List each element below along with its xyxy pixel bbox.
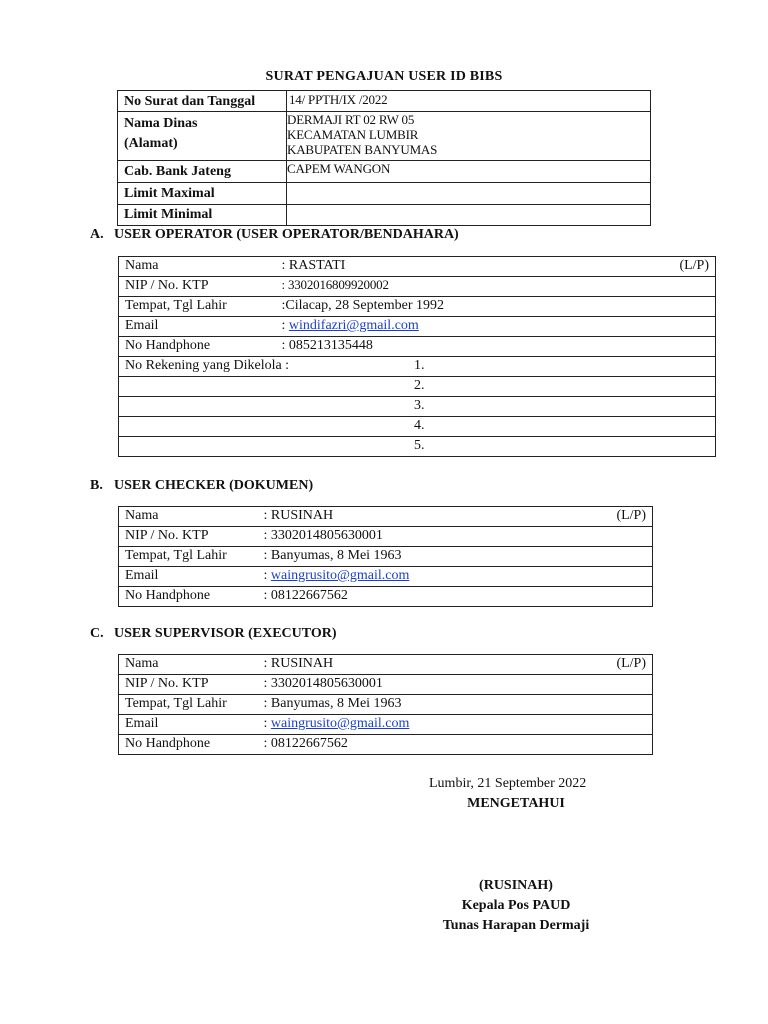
operator-nip-value: : 3302016809920002 xyxy=(282,277,716,297)
section-a-letter: A. xyxy=(90,227,104,242)
rekening-number-4: 4. xyxy=(414,418,425,433)
operator-hp-label: No Handphone xyxy=(119,337,282,357)
alamat-value xyxy=(287,112,651,161)
operator-rekening-row-5 xyxy=(119,437,716,457)
supervisor-email-colon: : xyxy=(263,716,271,731)
operator-hp-value: : 085213135448 xyxy=(282,337,716,357)
operator-email-colon: : xyxy=(281,318,289,333)
signatory-institution: Tunas Harapan Dermaji xyxy=(442,918,590,933)
place-date: Lumbir, 21 September 2022 xyxy=(429,776,587,791)
document-title: SURAT PENGAJUAN USER ID BIBS xyxy=(265,69,503,84)
checker-email-colon: : xyxy=(263,568,271,583)
operator-rekening-row-3 xyxy=(119,397,716,417)
rekening-number-2: 2. xyxy=(414,378,425,393)
rekening-number-3: 3. xyxy=(414,398,425,413)
checker-nip-value: : 3302014805630001 xyxy=(264,527,653,547)
alamat-line-3: KABUPATEN BANYUMAS xyxy=(287,142,438,157)
section-b-heading xyxy=(90,478,313,494)
supervisor-email-link[interactable]: waingrusito@gmail.com xyxy=(270,716,410,731)
supervisor-ttl-value: : Banyumas, 8 Mei 1963 xyxy=(264,695,653,715)
operator-gender: (L/P) xyxy=(679,258,709,273)
rekening-number-1: 1. xyxy=(414,358,425,373)
operator-table xyxy=(118,256,716,457)
alamat-line-1: DERMAJI RT 02 RW 05 xyxy=(287,112,415,127)
mengetahui-label: MENGETAHUI xyxy=(467,796,565,811)
supervisor-email-label: Email xyxy=(119,715,264,735)
rekening-number-5: 5. xyxy=(414,438,425,453)
supervisor-nama-label: Nama xyxy=(119,655,264,675)
operator-ttl-value: :Cilacap, 28 September 1992 xyxy=(282,297,716,317)
limit-max-label: Limit Maximal xyxy=(118,183,287,205)
section-c-letter: C. xyxy=(90,626,104,641)
operator-nip-label: NIP / No. KTP xyxy=(119,277,282,297)
operator-rekening-row-2 xyxy=(119,377,716,397)
checker-nama-value: : RUSINAH xyxy=(263,508,334,523)
no-surat-value: 14/ PPTH/IX /2022 xyxy=(287,91,651,112)
checker-table xyxy=(118,506,653,607)
section-a-title: USER OPERATOR (USER OPERATOR/BENDAHARA) xyxy=(114,227,459,242)
cabang-value: CAPEM WANGON xyxy=(287,161,651,183)
operator-email-link[interactable]: windifazri@gmail.com xyxy=(288,318,419,333)
operator-rekening-row-4 xyxy=(119,417,716,437)
section-c-title: USER SUPERVISOR (EXECUTOR) xyxy=(114,626,337,641)
signatory-position: Kepala Pos PAUD xyxy=(461,898,571,913)
checker-ttl-value: : Banyumas, 8 Mei 1963 xyxy=(264,547,653,567)
operator-ttl-label: Tempat, Tgl Lahir xyxy=(119,297,282,317)
operator-email-label: Email xyxy=(119,317,282,337)
section-a-heading xyxy=(90,227,459,243)
alamat-line-2: KECAMATAN LUMBIR xyxy=(287,127,419,142)
checker-email-label: Email xyxy=(119,567,264,587)
cabang-label: Cab. Bank Jateng xyxy=(118,161,287,183)
alamat-label: (Alamat) xyxy=(124,136,178,151)
operator-rekening-label: No Rekening yang Dikelola : xyxy=(125,358,290,373)
checker-nip-label: NIP / No. KTP xyxy=(119,527,264,547)
section-b-title: USER CHECKER (DOKUMEN) xyxy=(114,478,314,493)
header-table xyxy=(117,90,651,226)
limit-min-label: Limit Minimal xyxy=(118,205,287,226)
limit-min-value xyxy=(287,205,651,226)
supervisor-hp-label: No Handphone xyxy=(119,735,264,755)
limit-max-value xyxy=(287,183,651,205)
operator-nama-value: : RASTATI xyxy=(281,258,346,273)
supervisor-hp-value: : 08122667562 xyxy=(264,735,653,755)
supervisor-ttl-label: Tempat, Tgl Lahir xyxy=(119,695,264,715)
checker-hp-label: No Handphone xyxy=(119,587,264,607)
nama-dinas-cell xyxy=(118,112,287,161)
checker-ttl-label: Tempat, Tgl Lahir xyxy=(119,547,264,567)
checker-nama-label: Nama xyxy=(119,507,264,527)
supervisor-nip-label: NIP / No. KTP xyxy=(119,675,264,695)
operator-nama-label: Nama xyxy=(119,257,282,277)
checker-email-link[interactable]: waingrusito@gmail.com xyxy=(270,568,410,583)
section-b-letter: B. xyxy=(90,478,103,493)
signatory-name: (RUSINAH) xyxy=(479,878,553,893)
supervisor-nip-value: : 3302014805630001 xyxy=(264,675,653,695)
checker-hp-value: : 08122667562 xyxy=(264,587,653,607)
supervisor-nama-value: : RUSINAH xyxy=(263,656,334,671)
checker-gender: (L/P) xyxy=(616,508,646,523)
supervisor-table xyxy=(118,654,653,755)
no-surat-label: No Surat dan Tanggal xyxy=(118,91,287,112)
section-c-heading xyxy=(90,626,337,642)
supervisor-gender: (L/P) xyxy=(616,656,646,671)
nama-dinas-label: Nama Dinas xyxy=(124,116,198,131)
operator-rekening-row-1 xyxy=(119,357,716,377)
